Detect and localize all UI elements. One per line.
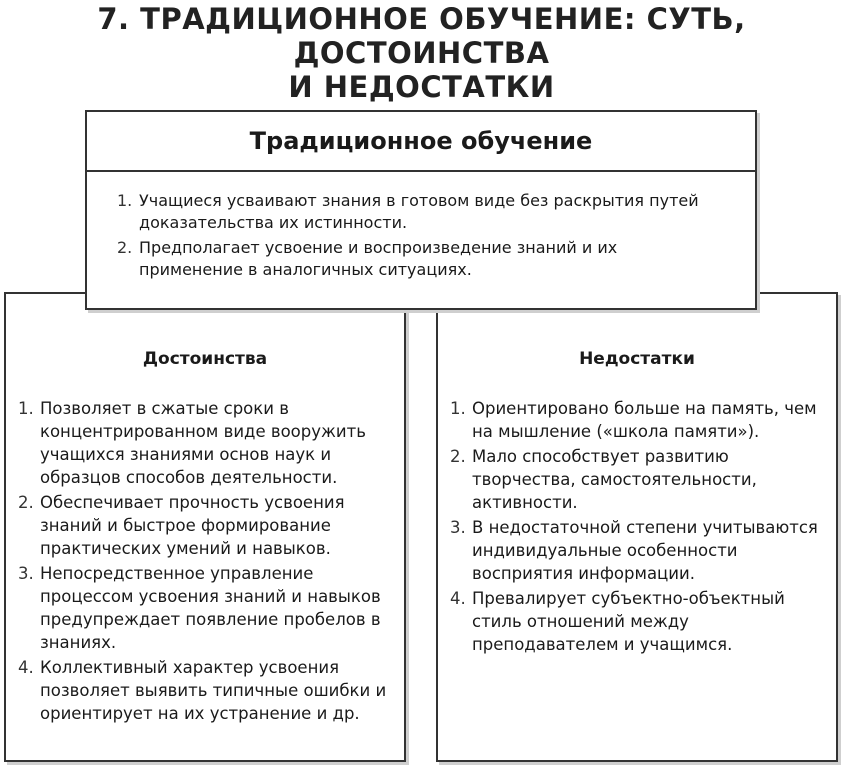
- item-number: 3.: [450, 518, 466, 537]
- disadvantages-item-1: [450, 397, 822, 443]
- advantages-list: [18, 397, 390, 725]
- item-text: Превалирует субъектно-объектный стиль отношений между преподавателем и учащимся.: [472, 589, 785, 654]
- item-text: Коллективный характер усвоения позволяет выявить типичные ошибки и ориентирует на их устранение и др.: [40, 658, 387, 723]
- disadvantages-heading: Недостатки: [579, 349, 695, 369]
- item-number: 2.: [117, 238, 133, 257]
- item-number: 1.: [117, 191, 133, 210]
- disadvantages-item-3: [450, 516, 822, 585]
- item-number: 3.: [18, 564, 34, 583]
- disadvantages-list: [450, 397, 822, 656]
- disadvantages-item-2: [450, 445, 822, 514]
- item-number: 4.: [18, 658, 34, 677]
- main-concept-item-2: [117, 237, 725, 281]
- item-number: 1.: [18, 399, 34, 418]
- item-text: Учащиеся усваивают знания в готовом виде без раскрытия путей доказательства их истинности.: [139, 191, 699, 232]
- main-concept-heading: Традиционное обучение: [87, 112, 755, 172]
- advantages-heading: Достоинства: [142, 349, 268, 369]
- advantages-item-2: [18, 491, 390, 560]
- disadvantages-item-4: [450, 587, 822, 656]
- item-text: Ориентировано больше на память, чем на мышление («школа памяти»).: [472, 399, 817, 441]
- advantages-item-4: [18, 656, 390, 725]
- item-text: Предполагает усвоение и воспроизведение знаний и их применение в аналогичных ситуациях.: [139, 238, 618, 279]
- item-text: В недостаточной степени учитываются индивидуальные особенности восприятия информации.: [472, 518, 818, 583]
- main-concept-box: [85, 110, 757, 310]
- item-number: 2.: [450, 447, 466, 466]
- page-title: [0, 2, 843, 104]
- advantages-box: [4, 292, 406, 762]
- advantages-item-1: [18, 397, 390, 489]
- main-concept-item-1: [117, 190, 725, 234]
- item-text: Мало способствует развитию творчества, самостоятельности, активности.: [472, 447, 757, 512]
- main-concept-list: [117, 190, 725, 281]
- item-text: Непосредственное управление процессом усвоения знаний и навыков предупреждает появление пробелов в знаниях.: [40, 564, 381, 652]
- advantages-item-3: [18, 562, 390, 654]
- item-text: Позволяет в сжатые сроки в концентрированном виде вооружить учащихся знаниями основ наук и образцов способов деятельности.: [40, 399, 366, 487]
- item-number: 1.: [450, 399, 466, 418]
- item-number: 4.: [450, 589, 466, 608]
- title-line-2: И НЕДОСТАТКИ: [288, 70, 555, 104]
- item-number: 2.: [18, 493, 34, 512]
- title-line-1: 7. ТРАДИЦИОННОЕ ОБУЧЕНИЕ: СУТЬ, ДОСТОИНСТВА: [97, 2, 746, 70]
- disadvantages-box: [436, 292, 838, 762]
- item-text: Обеспечивает прочность усвоения знаний и быстрое формирование практических умений и навыков.: [40, 493, 345, 558]
